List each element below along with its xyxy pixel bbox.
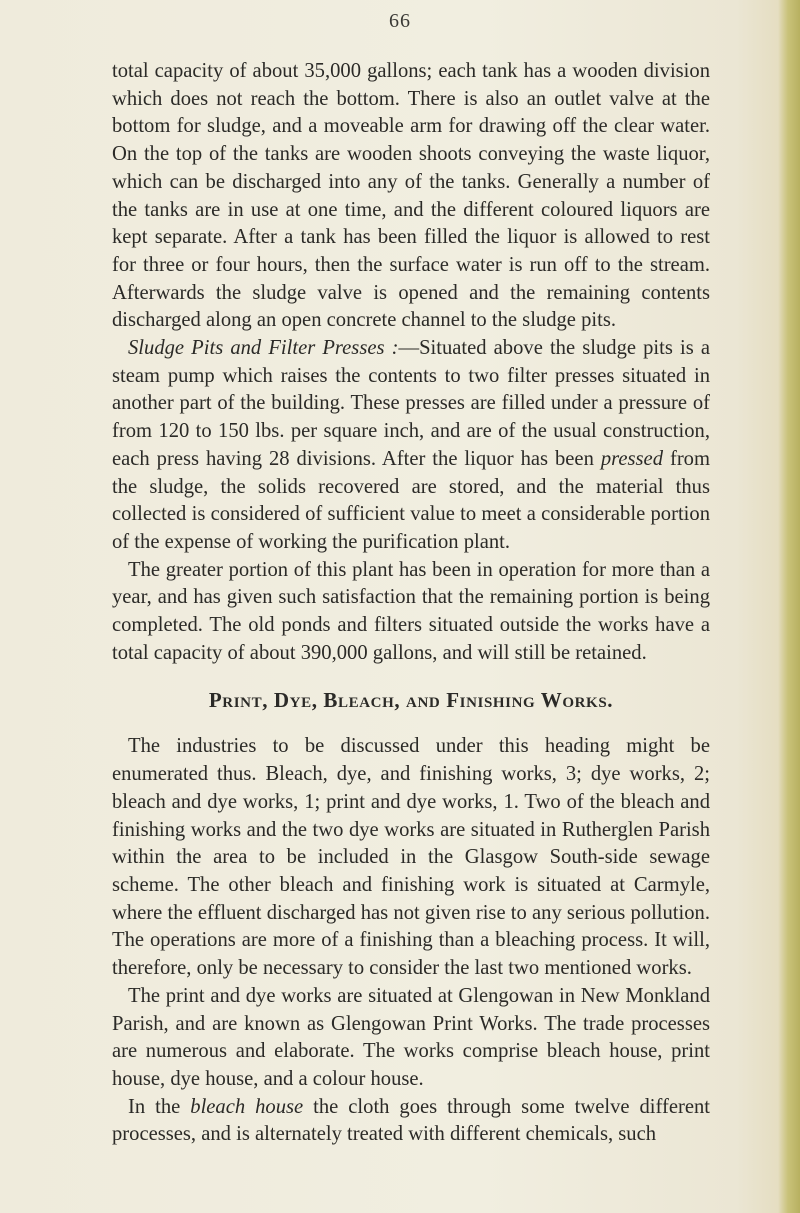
paragraph-glengowan: The print and dye works are situated at Glengowan in New Monkland Parish, and are known as Glengowan Print Works. The trade processes are numerous and elaborate. The works comprise bleach house, print house, dye house, and a colour house. (112, 984, 710, 1090)
paragraph-plant-operation: The greater portion of this plant has been in operation for more than a year, and has given such satisfaction that the remaining portion is being completed. The old ponds and filters situated outside the works have a total capacity of about 390,000 gallons, and will still be retained. (112, 558, 710, 664)
body-text (112, 58, 710, 1149)
sludge-pits-subheading: Sludge Pits and Filter Presses : (128, 337, 399, 360)
paragraph-bleach-house (112, 1094, 710, 1149)
paragraph-industries: The industries to be discussed under this heading might be enumerated thus. Bleach, dye, and finishing works, 3; dye works, 2; bleach and dye works, 1; print and dye works, 1. Two of the bleach and finishing works and the two dye works are situated in Rutherglen Parish within the area to be included in the Glasgow South-side sewage scheme. The other bleach and finishing work is situated at Carmyle, where the effluent discharged has not given rise to any serious pollution. The operations are more of a finishing than a bleaching process. It will, therefore, only be necessary to consider the last two mentioned works. (112, 735, 710, 980)
bleach-house-italic: bleach house (190, 1095, 304, 1118)
section-heading: Print, Dye, Bleach, and Finishing Works. (208, 688, 614, 713)
sludge-pits-text-b: from the sludge, the solids recovered are stored, and the material thus collected is considered of sufficient value to meet a considerable portion of the expense of working the purification plant. (112, 447, 710, 553)
bleach-house-text-a: In the (128, 1095, 191, 1118)
paragraph-sludge-pits (112, 335, 710, 557)
sludge-pits-text-a: —Situated above the sludge pits is a steam pump which raises the contents to two filter presses situated in another part of the building. These presses are filled under a pressure of from 120 to 150 lbs. per square inch, and are of the usual construction, each press having 28 divisions. After the liquor has been (112, 337, 710, 470)
page-edge-binding (778, 0, 800, 1213)
page-number: 66 (389, 10, 411, 32)
paragraph-tank-description: total capacity of about 35,000 gallons; each tank has a wooden division which does not reach the bottom. There is also an outlet valve at the bottom for sludge, and a moveable arm for drawing off the clear water. On the top of the tanks are wooden shoots conveying the waste liquor, which can be discharged into any of the tanks. Generally a number of the tanks are in use at one time, and the different coloured liquors are kept separate. After a tank has been filled the liquor is allowed to rest for three or four hours, then the surface water is run off to the stream. Afterwards the sludge valve is opened and the remaining contents discharged along an open concrete channel to the sludge pits. (112, 60, 710, 332)
pressed-italic: pressed (600, 447, 663, 470)
bleach-house-text-b: the cloth goes through some twelve different processes, and is alternately treated with different chemicals, such (112, 1095, 711, 1146)
